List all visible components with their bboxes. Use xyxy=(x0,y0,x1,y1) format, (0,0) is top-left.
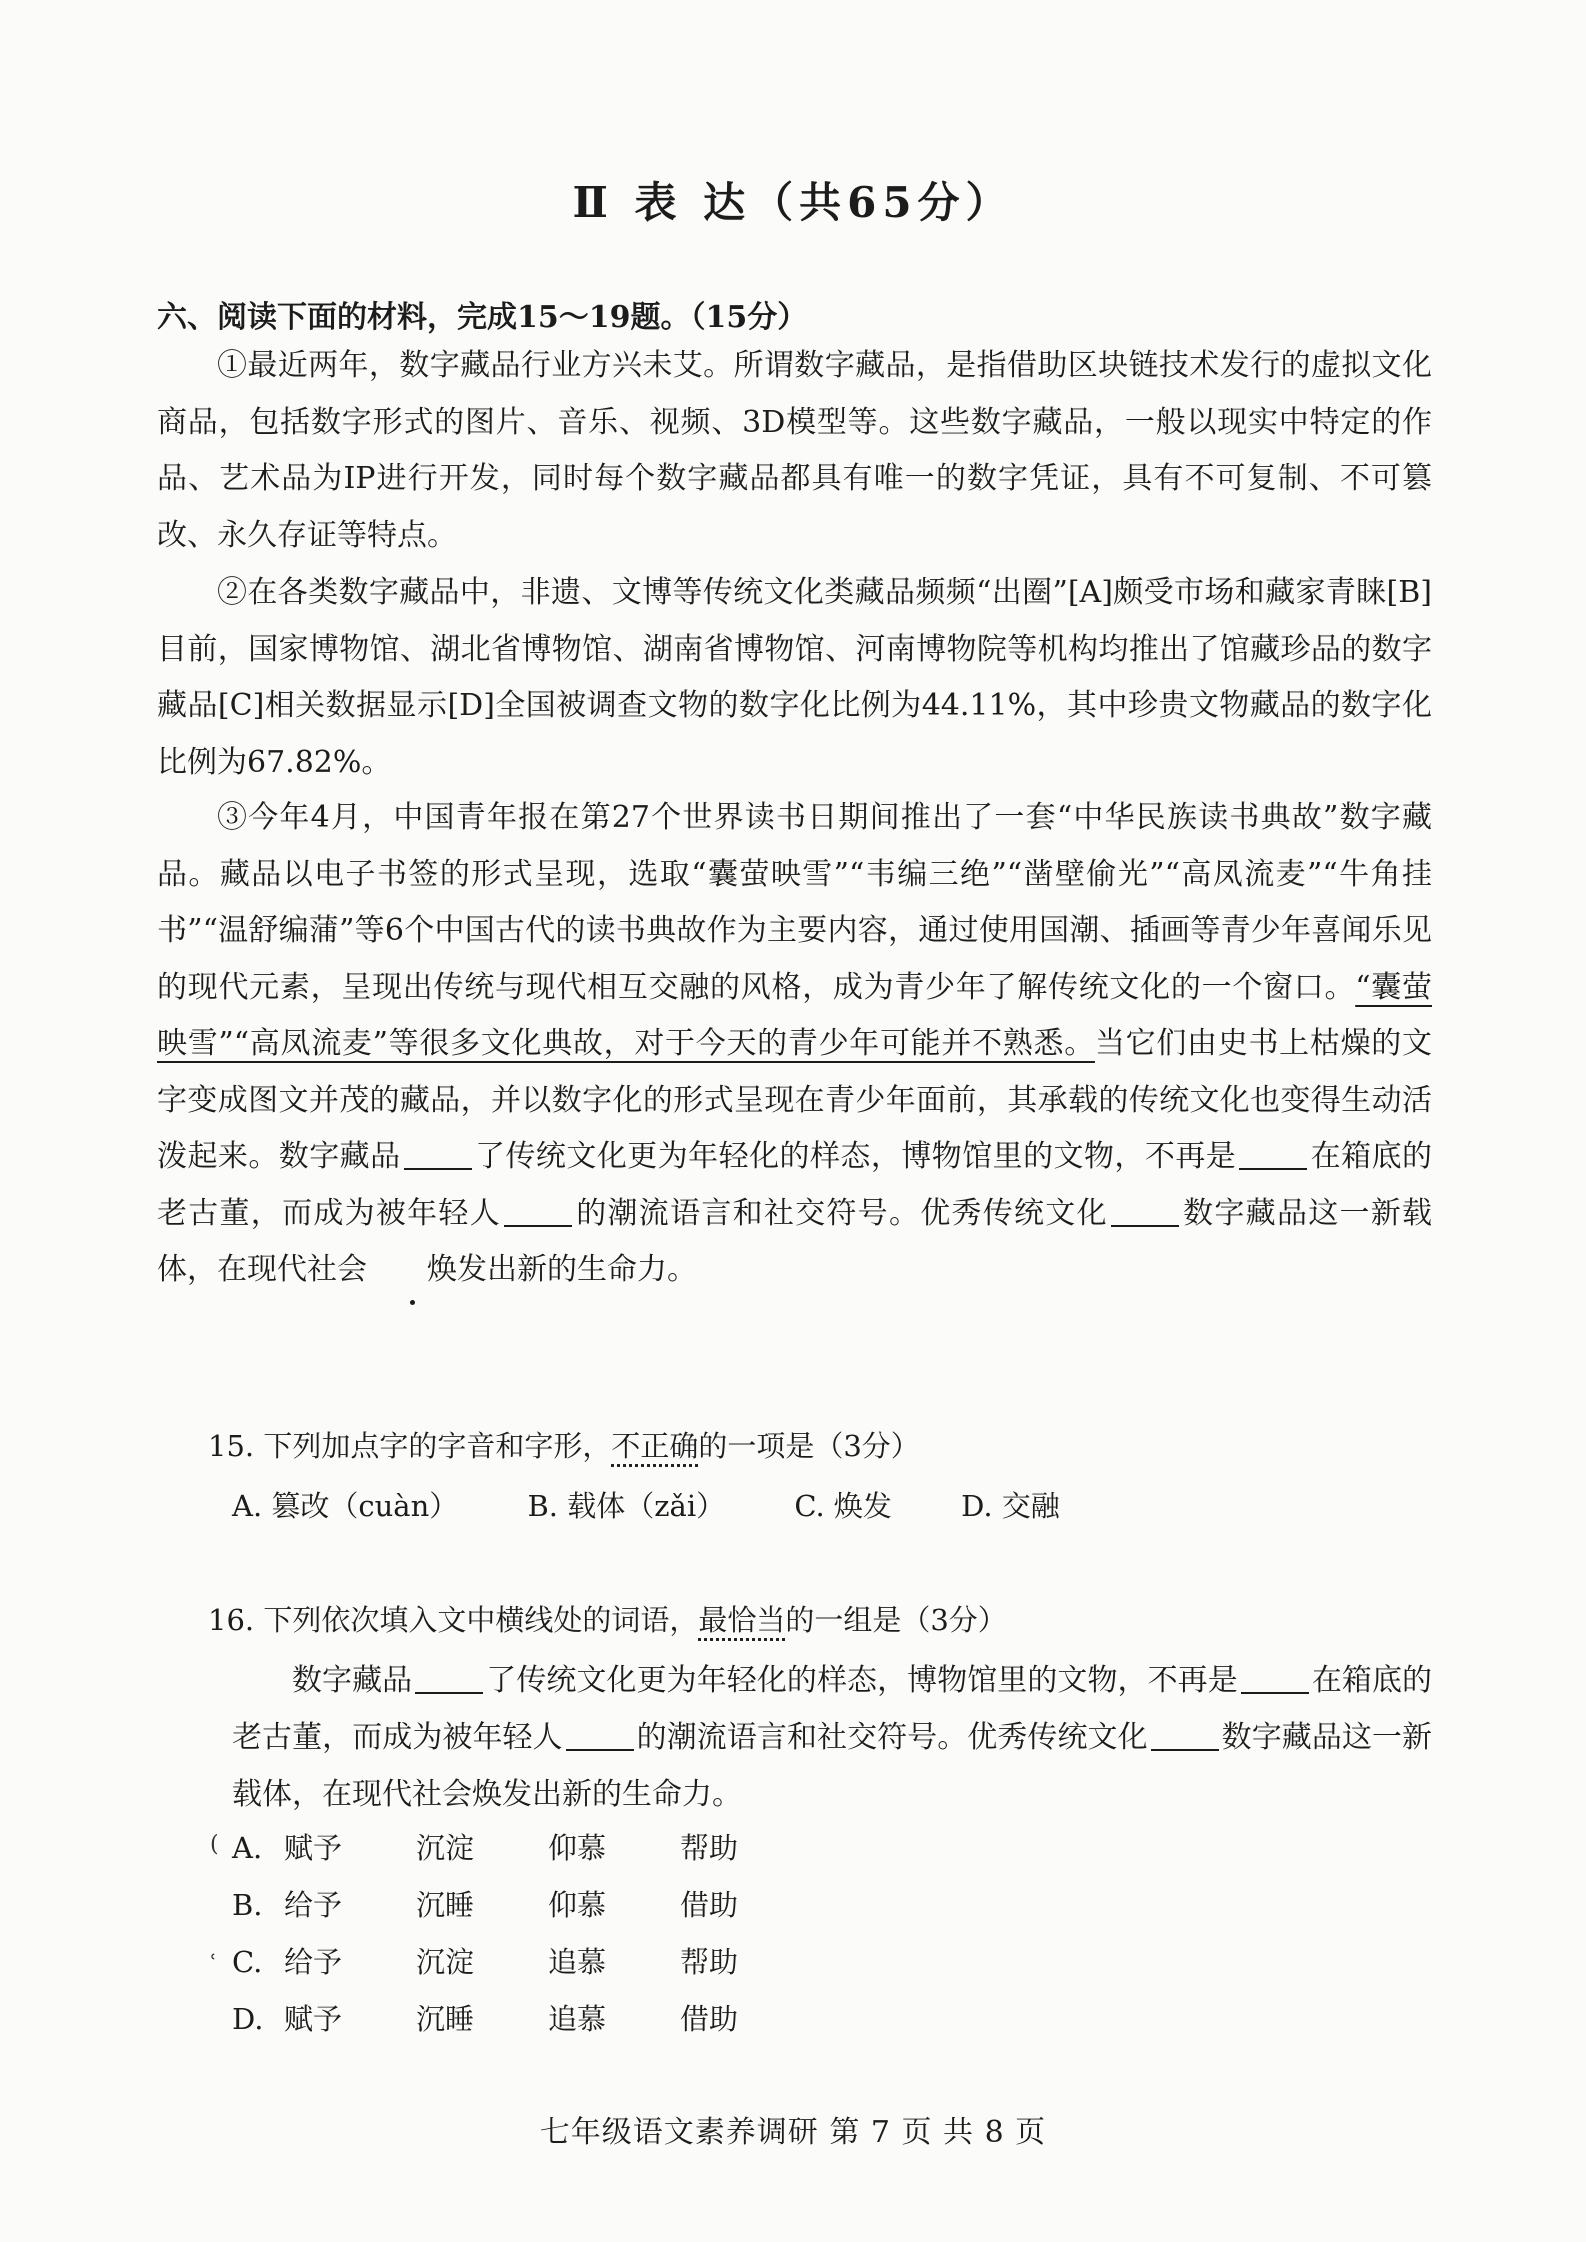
part-title: Ⅱ 表 达（共65分） xyxy=(572,178,1014,227)
q15-option-b xyxy=(528,1484,726,1525)
q16-option-b-word-4: 借助 xyxy=(680,1888,739,1922)
q16-option-b-word-3: 仰慕 xyxy=(548,1888,607,1922)
section-heading: 六、阅读下面的材料，完成15～19题。（15分） xyxy=(157,300,808,335)
blank-4 xyxy=(1111,1197,1179,1227)
q15-option-c-label: C. xyxy=(794,1489,834,1523)
paragraph-1: ①最近两年，数字藏品行业方兴未艾。所谓数字藏品，是指借助区块链技术发行的虚拟文化商品，包括数字形式的图片、音乐、视频、3D模型等。这些数字藏品，一般以现实中特定的作品、艺术品为IP进行开发，同时每个数字藏品都具有唯一的数字凭证，具有不可复制、不可篡改、永久存证等特点。 xyxy=(157,348,1432,553)
q16-option-a-label: A. xyxy=(232,1831,263,1865)
q16-option-a-word-4: 帮助 xyxy=(680,1831,739,1865)
q16-option-c-word-4: 帮助 xyxy=(680,1945,739,1979)
q15-option-a-label: A. xyxy=(232,1489,272,1523)
q16-option-c-word-3: 追慕 xyxy=(548,1945,607,1979)
q16-stem-a: 16. 下列依次填入文中横线处的词语， xyxy=(208,1603,699,1637)
q16-option-a-word-3: 仰慕 xyxy=(548,1831,607,1865)
q16-option-c-word-1: 给予 xyxy=(284,1945,343,1979)
q16-stem-emphasis: 最恰当 xyxy=(698,1603,786,1637)
q16-option-b-word-1: 给予 xyxy=(284,1888,343,1922)
question-15-options xyxy=(232,1484,1060,1525)
q15-stem-a: 15. 下列加点字的字音和字形， xyxy=(208,1429,612,1463)
q16-blank-1 xyxy=(415,1664,483,1694)
para3-text-2: 当它们由史书上枯燥的文字变成图文并茂的藏品，并以数字化的形式呈现在青少年面前，其承载的传统文化也变得生动活泼起来。数字藏品 xyxy=(157,1026,1433,1174)
blank-3 xyxy=(504,1197,572,1227)
q16-blank-4 xyxy=(1151,1721,1219,1751)
pencil-mark-2: ˓ xyxy=(210,1946,217,1971)
q16-option-d-word-2: 沉睡 xyxy=(416,2002,475,2036)
q16-text-1: 数字藏品 xyxy=(292,1663,413,1698)
q16-option-d-label: D. xyxy=(232,2002,264,2036)
q16-option-b-word-2: 沉睡 xyxy=(416,1888,475,1922)
para3-text-3: 了传统文化更为年轻化的样态，博物馆里的文物，不再是 xyxy=(474,1139,1237,1174)
q15-option-b-text: 载体（zǎi） xyxy=(567,1489,726,1523)
q16-option-c xyxy=(232,1934,812,1991)
q16-option-d-word-3: 追慕 xyxy=(548,2002,607,2036)
q15-option-b-label: B. xyxy=(527,1489,568,1523)
para3-text-7: 发出新的生命力。 xyxy=(457,1252,697,1287)
q16-text-4: 的潮流语言和社交符号。优秀传统文化 xyxy=(636,1720,1148,1755)
q16-blank-3 xyxy=(566,1721,634,1751)
q15-option-d-text: 交融 xyxy=(1001,1489,1060,1523)
q16-option-a-word-2: 沉淀 xyxy=(416,1831,475,1865)
question-16-passage xyxy=(232,1652,1432,1823)
q16-option-c-label: C. xyxy=(232,1945,263,1979)
blank-1 xyxy=(404,1140,472,1170)
q16-option-c-word-2: 沉淀 xyxy=(416,1945,475,1979)
q16-stem-c: 的一组是（3分） xyxy=(785,1603,1007,1637)
q16-option-d-word-1: 赋予 xyxy=(284,2002,343,2036)
para3-text-1: ③今年4月，中国青年报在第27个世界读书日期间推出了一套“中华民族读书典故”数字藏品。藏品以电子书签的形式呈现，选取“囊萤映雪”“韦编三绝”“凿壁偷光”“高凤流麦”“牛角挂书”“温舒编蒲”等6个中国古代的读书典故作为主要内容，通过使用国潮、插画等青少年喜闻乐见的现代元素，呈现出传统与现代相互交融的风格，成为青少年了解传统文化的一个窗口。 xyxy=(157,800,1432,1005)
q16-option-d-word-4: 借助 xyxy=(680,2002,739,2036)
q15-option-d-label: D. xyxy=(961,1489,1002,1523)
dotted-char-huan: 焕 xyxy=(367,1242,457,1299)
q16-option-a xyxy=(232,1820,812,1877)
para3-text-5: 的潮流语言和社交符号。优秀传统文化 xyxy=(574,1195,1108,1231)
q16-text-3: 在箱底的老古董，而成为被年轻人 xyxy=(232,1663,1433,1755)
q15-option-c xyxy=(794,1484,892,1525)
q16-option-a-word-1: 赋予 xyxy=(284,1831,343,1865)
q15-option-d xyxy=(961,1484,1060,1525)
q15-option-a-text: 篡改（cuàn） xyxy=(271,1489,459,1523)
q16-text-2: 了传统文化更为年轻化的样态，博物馆里的文物，不再是 xyxy=(486,1663,1238,1698)
q15-option-c-text: 焕发 xyxy=(833,1489,892,1523)
question-15-stem xyxy=(208,1424,920,1465)
question-16-stem xyxy=(208,1598,1007,1639)
q15-stem-emphasis: 不正确 xyxy=(611,1429,699,1463)
blank-2 xyxy=(1239,1140,1307,1170)
q16-option-b xyxy=(232,1877,812,1934)
q15-option-a xyxy=(232,1484,458,1525)
q16-option-d xyxy=(232,1991,812,2048)
paragraph-3 xyxy=(157,790,1432,1299)
q16-text-5: 数字藏品这一新载体，在现代社会焕发出新的生命力。 xyxy=(232,1720,1433,1812)
underlined-sentence: “囊萤映雪”“高凤流麦”等很多文化典故，对于今天的青少年可能并不熟悉。 xyxy=(157,969,1433,1061)
question-16-options xyxy=(232,1820,812,2048)
para3-text-4: 在箱底的老古董，而成为被年轻人 xyxy=(157,1139,1433,1231)
paragraph-2: ②在各类数字藏品中，非遗、文博等传统文化类藏品频频“出圈”[A]颇受市场和藏家青睐[B]目前，国家博物馆、湖北省博物馆、湖南省博物馆、河南博物院等机构均推出了馆藏珍品的数字藏品[C]相关数据显示[D]全国被调查文物的数字化比例为44.11%，其中珍贵文物藏品的数字化比例为67.82%。 xyxy=(157,575,1432,780)
para3-text-6: 数字藏品这一新载体，在现代社会 xyxy=(157,1195,1433,1287)
q16-blank-2 xyxy=(1241,1664,1309,1694)
page-footer: 七年级语文素养调研 第 7 页 共 8 页 xyxy=(539,2115,1047,2150)
pencil-mark: ( xyxy=(210,1832,219,1857)
q15-stem-c: 的一项是（3分） xyxy=(698,1429,920,1463)
q16-option-b-label: B. xyxy=(232,1888,263,1922)
